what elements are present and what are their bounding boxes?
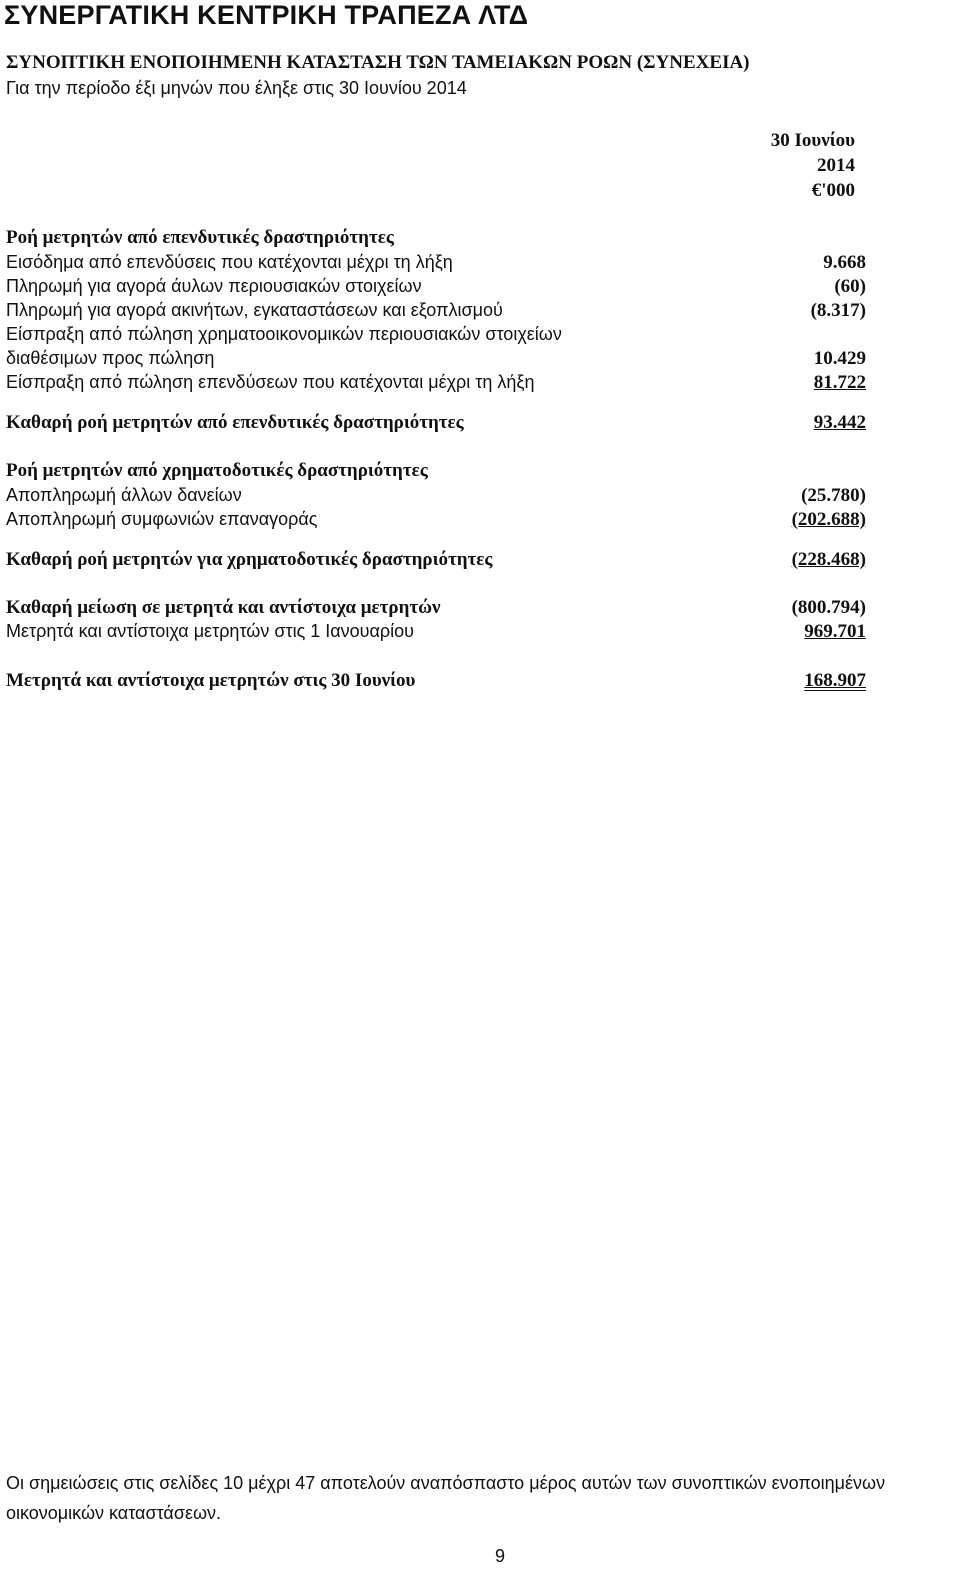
company-name: ΣΥΝΕΡΓΑΤΙΚΗ ΚΕΝΤΡΙΚΗ ΤΡΑΠΕΖΑ ΛΤΔ bbox=[4, 0, 529, 30]
row-label: Αποπληρωμή συμφωνιών επαναγοράς bbox=[6, 509, 318, 529]
row-value: 9.668 bbox=[823, 252, 866, 273]
table-row bbox=[6, 348, 866, 372]
financing-heading: Ροή μετρητών από χρηματοδοτικές δραστηριότητες bbox=[6, 460, 428, 481]
table-row bbox=[6, 372, 866, 396]
net-decrease-row bbox=[6, 597, 866, 621]
row-value: (60) bbox=[834, 276, 866, 297]
table-row bbox=[6, 509, 866, 533]
investing-total-value: 93.442 bbox=[813, 412, 866, 433]
row-value: (8.317) bbox=[810, 300, 866, 321]
opening-cash-value: 969.701 bbox=[804, 621, 866, 642]
table-row bbox=[6, 276, 866, 300]
table-row bbox=[6, 300, 866, 324]
statement-period: Για την περίοδο έξι μηνών που έληξε στις 30 Ιουνίου 2014 bbox=[6, 78, 467, 98]
row-label: Εισόδημα από επενδύσεις που κατέχονται μέχρι τη λήξη bbox=[6, 252, 453, 272]
page-number: 9 bbox=[494, 1546, 505, 1566]
row-label: Είσπραξη από πώληση χρηματοοικονομικών περιουσιακών στοιχείων bbox=[6, 324, 562, 344]
column-header-unit: €'000 bbox=[811, 180, 855, 201]
closing-cash-row bbox=[6, 670, 866, 694]
opening-cash-label: Μετρητά και αντίστοιχα μετρητών στις 1 Ιανουαρίου bbox=[6, 621, 415, 641]
row-label: Πληρωμή για αγορά ακινήτων, εγκαταστάσεων και εξοπλισμού bbox=[6, 300, 503, 320]
net-decrease-value: (800.794) bbox=[791, 597, 866, 618]
row-label: Πληρωμή για αγορά άυλων περιουσιακών στοιχείων bbox=[6, 276, 422, 296]
column-header-year: 2014 bbox=[817, 155, 855, 176]
row-label: διαθέσιμων προς πώληση bbox=[6, 348, 215, 368]
financing-total-label: Καθαρή ροή μετρητών για χρηματοδοτικές δραστηριότητες bbox=[6, 549, 493, 570]
table-row bbox=[6, 485, 866, 509]
financing-heading-row bbox=[6, 460, 866, 484]
row-value: (202.688) bbox=[791, 509, 866, 530]
opening-cash-row bbox=[6, 621, 866, 645]
row-value: (25.780) bbox=[801, 485, 866, 506]
statement-title: ΣΥΝΟΠΤΙΚΗ ΕΝΟΠΟΙΗΜΕΝΗ ΚΑΤΑΣΤΑΣΗ ΤΩΝ ΤΑΜΕΙΑΚΩΝ ΡΟΩΝ (ΣΥΝΕΧΕΙΑ) bbox=[6, 52, 750, 73]
row-label: Αποπληρωμή άλλων δανείων bbox=[6, 485, 242, 505]
investing-heading: Ροή μετρητών από επενδυτικές δραστηριότητες bbox=[6, 227, 394, 248]
column-header-date: 30 Ιουνίου bbox=[770, 130, 855, 151]
investing-total-row bbox=[6, 412, 866, 436]
table-row bbox=[6, 252, 866, 276]
net-decrease-label: Καθαρή μείωση σε μετρητά και αντίστοιχα μετρητών bbox=[6, 597, 441, 618]
row-label: Είσπραξη από πώληση επενδύσεων που κατέχονται μέχρι τη λήξη bbox=[6, 372, 535, 392]
investing-total-label: Καθαρή ροή μετρητών από επενδυτικές δραστηριότητες bbox=[6, 412, 464, 433]
row-value: 81.722 bbox=[813, 372, 866, 393]
financing-total-row bbox=[6, 549, 866, 573]
financing-total-value: (228.468) bbox=[791, 549, 866, 570]
row-value: 10.429 bbox=[813, 348, 866, 369]
table-row bbox=[6, 324, 866, 348]
footer-note: Οι σημειώσεις στις σελίδες 10 μέχρι 47 αποτελούν αναπόσπαστο μέρος αυτών των συνοπτικών ενοποιημένων οικονομικών καταστάσεων. bbox=[6, 1473, 886, 1523]
closing-cash-label: Μετρητά και αντίστοιχα μετρητών στις 30 Ιουνίου bbox=[6, 670, 416, 691]
investing-heading-row bbox=[6, 227, 866, 251]
closing-cash-value: 168.907 bbox=[804, 670, 866, 691]
